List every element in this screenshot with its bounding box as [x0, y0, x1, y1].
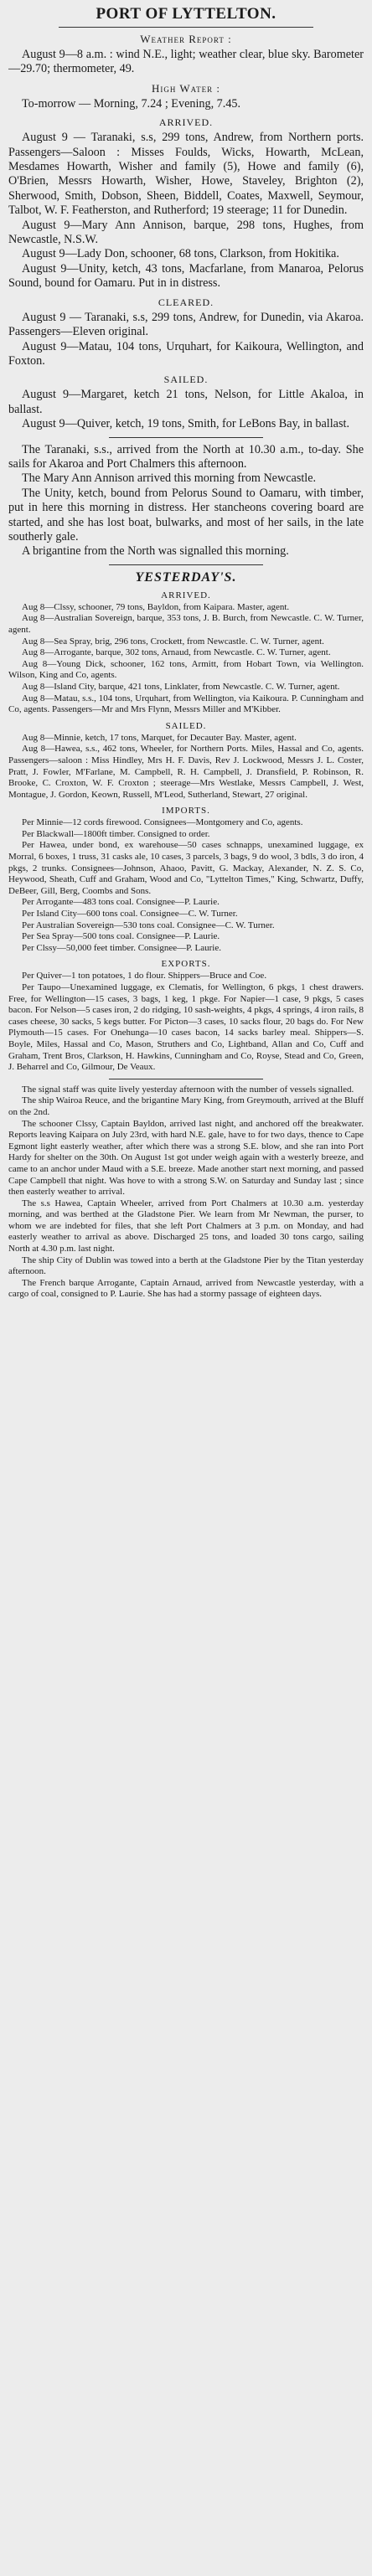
- import-entry: Per Arrogante—483 tons coal. Consignee—P. Laurie.: [22, 897, 220, 908]
- cleared-entry: August 9—Matau, 104 tons, Urquhart, for Kaikoura, Wellington, and Foxton.: [8, 339, 364, 368]
- yesterday-arrived-heading: ARRIVED.: [161, 590, 211, 600]
- column-title: PORT OF LYTTELTON.: [96, 5, 276, 23]
- high-water-text: To-morrow — Morning, 7.24 ; Evening, 7.45.: [22, 96, 241, 111]
- cleared-entry: August 9 — Taranaki, s.s, 299 tons, Andrew, for Dunedin, via Akaroa. Passengers—Eleven original.: [8, 310, 364, 339]
- high-water-heading: High Water :: [151, 81, 221, 95]
- section-rule: [109, 564, 263, 565]
- arrival-entry: August 9—Mary Ann Annison, barque, 298 tons, Hughes, from Newcastle, N.S.W.: [8, 218, 364, 247]
- import-entry: Per Blackwall—1800ft timber. Consigned to order.: [22, 828, 210, 839]
- yesterday-sailed-heading: SAILED.: [165, 720, 207, 731]
- closing-news-paragraph: The French barque Arrogante, Captain Arnaud, arrived from Newcastle yesterday, with a cargo of coal, consigned to P. Laurie. She has had a stormy passage of eighteen days.: [8, 1277, 364, 1300]
- news-paragraph: A brigantine from the North was signalled this morning.: [22, 544, 289, 559]
- closing-news-paragraph: The ship City of Dublin was towed into a berth at the Gladstone Pier by the Titan yesterday afternoon.: [8, 1255, 364, 1277]
- news-paragraph: The Unity, ketch, bound from Pelorus Sound to Oamaru, with timber, put in here this morning in distress. Her stancheons covering board are started, and she has lost boat, bulwarks, and most of her sails, in the late southerly gale.: [8, 486, 364, 544]
- import-entry: Per Hawea, under bond, ex warehouse—50 cases schnapps, unexamined luggage, ex Morral, 6 boxes, 1 truss, 31 casks ale, 10 cases, 3 parcels, 3 bags, 9 do wool, 3 bdls, 3 do iron, 4 pkgs, 2 trunks. Consignees—Johnson, Ahaoo, Pavitt, G. Mackay, Alexander, N. Z. S. Co, Heywood, Sheath, Cuff and Graham, Wood and Co, "Lyttelton Times," King, Schwartz, Duffy, DeBeer, Gill, Berg, Coombs and Sons.: [8, 840, 364, 896]
- sailed-heading: SAILED.: [163, 374, 209, 386]
- section-rule: [109, 437, 263, 438]
- yesterday-arrival-entry: Aug 8—Sea Spray, brig, 296 tons, Crockett, from Newcastle. C. W. Turner, agent.: [22, 636, 324, 647]
- export-entry: Per Quiver—1 ton potatoes, 1 do flour. Shippers—Bruce and Coe.: [22, 971, 267, 981]
- closing-news-paragraph: The ship Wairoa Reuce, and the brigantine Mary King, from Greymouth, arrived at the Bluff on the 2nd.: [8, 1095, 364, 1117]
- weather-heading: Weather Report :: [140, 33, 232, 45]
- imports-heading: IMPORTS.: [162, 806, 210, 817]
- yesterday-arrival-entry: Aug 8—Island City, barque, 421 tons, Linklater, from Newcastle. C. W. Turner, agent.: [22, 681, 340, 692]
- weather-text: August 9—8 a.m. : wind N.E., light; weather clear, blue sky. Barometer—29.70; thermometer, 49.: [8, 48, 364, 76]
- news-paragraph: The Taranaki, s.s., arrived from the North at 10.30 a.m., to-day. She sails for Akaroa and Port Chalmers this afternoon.: [8, 442, 364, 471]
- title-rule: [59, 27, 313, 28]
- newspaper-column: [8, 0, 364, 2563]
- arrival-entry: August 9 — Taranaki, s.s, 299 tons, Andrew, from Northern ports. Passengers—Saloon : Misses Foulds, Wicks, Howarth, McLean, Mesdames Howarth, Wisher and family (5), Howe and family (6), O'Brien, Messrs Howarth, Wisher, Howe, Staveley, Brighton (2), Sherwood, Smith, Dobson, Sheen, Biddell, Coates, Maxwell, Seymour, Talbot, W. F. Featherston, and Rutherford; 19 steerage; 11 for Dunedin.: [8, 131, 364, 218]
- closing-news-paragraph: The signal staff was quite lively yesterday afternoon with the number of vessels signalled.: [22, 1084, 354, 1095]
- arrived-heading: ARRIVED.: [158, 116, 214, 129]
- yesterday-arrival-entry: Aug 8—Matau, s.s., 104 tons, Urquhart, from Wellington, via Kaikoura. P. Cunningham and Co, agents. Passengers—Mr and Mrs Flynn, Messrs Miller and M'Kibber.: [8, 693, 364, 715]
- exports-heading: EXPORTS.: [161, 959, 211, 970]
- news-paragraph: The Mary Ann Annison arrived this morning from Newcastle.: [22, 471, 317, 486]
- export-entry: Per Taupo—Unexamined luggage, ex Clematis, for Wellington, 6 pkgs, 1 chest drawers. Free, for Wellington—15 cases, 3 bags, 1 keg, 1 pkge. For Napier—1 case, 9 pkgs, 5 cases bacon. For Nelson—5 cases iron, 2 do ridging, 10 sash-weights, 4 pkgs, 4 springs, 4 iron rails, 8 cases cheese, 30 sacks, 5 kegs butter. For Picton—3 cases, 10 sacks flour, 20 bags do. For New Plymouth—15 cases. For Onehunga—10 cases bacon, 14 sacks barley meal. Shippers—S. Boyle, Miles, Hassal and Co, Mason, Struthers and Co, Lightband, Allan and Co, Cuff and Graham, Trent Bros, Clarkson, H. Hawkins, Cunningham and Co, Royse, Stead and Co, Green, J. Beharrel and Co, Gilmour, De Veaux.: [8, 982, 364, 1073]
- yesterday-arrival-entry: Aug 8—Arrogante, barque, 302 tons, Arnaud, from Newcastle. C. W. Turner, agent.: [22, 647, 331, 658]
- closing-news-paragraph: The s.s Hawea, Captain Wheeler, arrived from Port Chalmers at 10.30 a.m. yesterday morning, and was berthed at the Gladstone Pier. We learn from Mr Newman, the purser, to whom we are indebted for files, that she left Port Chalmers at 3 p.m. on Monday, and had easterly weather to arrival as above. Discharged 25 tons, and loaded 30 tons cargo, sailing North at 4.30 p.m. last night.: [8, 1198, 364, 1255]
- import-entry: Per Island City—600 tons coal. Consignee—C. W. Turner.: [22, 909, 238, 920]
- import-entry: Per Sea Spray—500 tons coal. Consignee—P. Laurie.: [22, 931, 220, 942]
- yesterday-arrival-entry: Aug 8—Australian Sovereign, barque, 353 tons, J. B. Burch, from Newcastle. C. W. Turner, agent.: [8, 613, 364, 635]
- cleared-heading: CLEARED.: [158, 296, 214, 308]
- import-entry: Per Australian Sovereign—530 tons coal. Consignee—C. W. Turner.: [22, 920, 275, 930]
- yesterday-arrival-entry: Aug 8—Young Dick, schooner, 162 tons, Armitt, from Hobart Town, via Wellington. Wilson, King and Co, agents.: [8, 658, 364, 681]
- yesterday-sailed-entry: Aug 8—Minnie, ketch, 17 tons, Marquet, for Decauter Bay. Master, agent.: [22, 732, 297, 743]
- yesterday-arrival-entry: Aug 8—Clssy, schooner, 79 tons, Bayldon, from Kaipara. Master, agent.: [22, 601, 290, 612]
- sailed-entry: August 9—Quiver, ketch, 19 tons, Smith, for LeBons Bay, in ballast.: [22, 417, 349, 431]
- import-entry: Per Clssy—50,000 feet timber. Consignee—P. Laurie.: [22, 942, 221, 953]
- sailed-entry: August 9—Margaret, ketch 21 tons, Nelson, for Little Akaloa, in ballast.: [8, 388, 364, 416]
- yesterday-sailed-entry: Aug 8—Hawea, s.s., 462 tons, Wheeler, for Northern Ports. Miles, Hassal and Co, agents. Passengers—saloon : Miss Hindley, Mrs H. F. Davis, Rev J. Lockwood, Messrs J. L. Coster, Pratt, J. Fowler, M'Farlane, M. Campbell, R. H. Campbell, J. Dransfield, P. Robinson, R. Brooke, C. Croxton, W. F. Croxton ; steerage—Mrs Westlake, Messrs Campbell, J. West, Montague, J. Gordon, Keown, Russell, M'Leod, Sutherland, Stewart, 27 original.: [8, 744, 364, 800]
- closing-news-paragraph: The schooner Clssy, Captain Bayldon, arrived last night, and anchored off the breakwater. Reports leaving Kaipara on July 23rd, with hard N.E. gale, have to for two days, thence to Cape Egmont light easterly weather, after which there was a strong S.E. blow, and she ran into Port Hardy for shelter on the 30th. On August 1st got under weigh again with a westerly breeze, and came to an anchor under Maud with a S.E. breeze. Made another start next morning, and passed Cape Campbell that night. Was hove to with a strong S.W. on Saturday and Sunday last ; since then easterly weather to arrival.: [8, 1118, 364, 1198]
- yesterday-heading: YESTERDAY'S.: [135, 569, 237, 585]
- arrival-entry: August 9—Unity, ketch, 43 tons, Macfarlane, from Manaroa, Pelorus Sound, bound for Oamaru. Put in in distress.: [8, 261, 364, 291]
- arrival-entry: August 9—Lady Don, schooner, 68 tons, Clarkson, from Hokitika.: [22, 247, 339, 261]
- import-entry: Per Minnie—12 cords firewood. Consignees—Montgomery and Co, agents.: [22, 817, 303, 828]
